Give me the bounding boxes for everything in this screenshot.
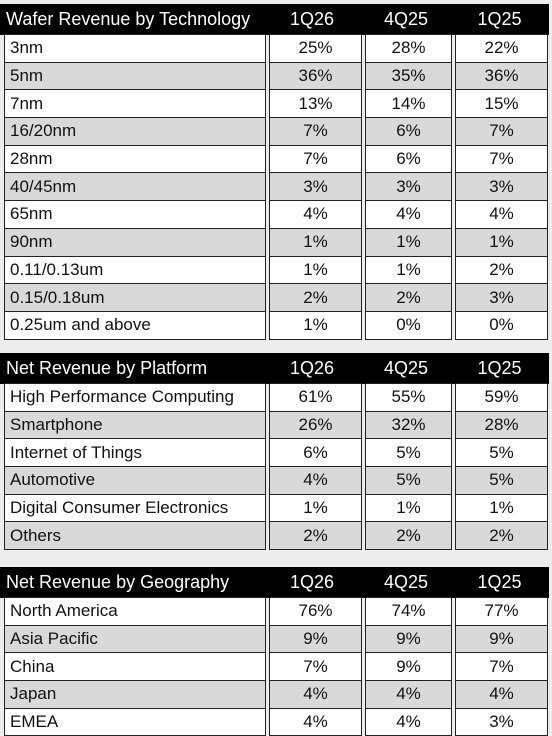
row-value: 3% (455, 283, 548, 312)
row-label: Japan (4, 680, 266, 709)
row-value: 4% (269, 708, 362, 736)
row-value: 4% (455, 680, 548, 709)
row-value: 1% (365, 256, 452, 285)
row-value: 2% (365, 521, 452, 550)
row-value: 3% (455, 172, 548, 201)
row-label: Automotive (4, 466, 266, 495)
platform-table (0, 353, 549, 550)
table-title: Net Revenue by Platform (6, 358, 208, 378)
row-value: 1% (455, 494, 548, 523)
row-value: 7% (455, 117, 548, 146)
row-value: 6% (365, 145, 452, 174)
row-value: 7% (455, 652, 548, 681)
geography-table (0, 567, 549, 736)
row-value: 4% (365, 708, 452, 736)
row-value: 77% (455, 597, 548, 626)
technology-table (0, 4, 549, 340)
table-title: Wafer Revenue by Technology (6, 9, 251, 29)
row-label: Internet of Things (4, 438, 266, 467)
column-header: 1Q25 (477, 9, 522, 29)
row-value: 13% (269, 89, 362, 118)
table-header (0, 567, 549, 598)
row-value: 4% (269, 200, 362, 229)
row-value: 7% (455, 145, 548, 174)
table-header (0, 4, 549, 35)
row-value: 36% (455, 62, 548, 91)
table-row (0, 467, 549, 495)
row-value: 4% (269, 680, 362, 709)
table-row (0, 681, 549, 709)
table-header (0, 353, 549, 384)
table-title: Net Revenue by Geography (6, 572, 230, 592)
table-row (0, 709, 549, 736)
row-value: 61% (269, 383, 362, 412)
row-label: 5nm (4, 62, 266, 91)
row-value: 5% (365, 438, 452, 467)
row-label: 65nm (4, 200, 266, 229)
column-header: 4Q25 (383, 9, 429, 29)
row-value: 14% (365, 89, 452, 118)
table-row (0, 257, 549, 285)
column-header: 1Q26 (289, 9, 335, 29)
row-label: 0.15/0.18um (4, 283, 266, 312)
row-label: EMEA (4, 708, 266, 736)
row-value: 4% (365, 680, 452, 709)
row-value: 2% (455, 521, 548, 550)
row-label: North America (4, 597, 266, 626)
row-value: 25% (269, 34, 362, 63)
row-label: Asia Pacific (4, 625, 266, 654)
row-value: 3% (455, 708, 548, 736)
row-value: 2% (269, 283, 362, 312)
table-row (0, 384, 549, 412)
row-value: 2% (269, 521, 362, 550)
row-value: 4% (269, 466, 362, 495)
row-value: 3% (269, 172, 362, 201)
table-row (0, 35, 549, 63)
row-value: 5% (455, 438, 548, 467)
row-label: 16/20nm (4, 117, 266, 146)
row-value: 35% (365, 62, 452, 91)
row-label: Others (4, 521, 266, 550)
row-value: 5% (455, 466, 548, 495)
table-row (0, 626, 549, 654)
row-value: 7% (269, 117, 362, 146)
table-row (0, 412, 549, 440)
row-value: 6% (269, 438, 362, 467)
table-row (0, 284, 549, 312)
row-value: 1% (269, 228, 362, 257)
row-value: 1% (269, 311, 362, 340)
row-label: 28nm (4, 145, 266, 174)
row-value: 0% (455, 311, 548, 340)
row-label: 90nm (4, 228, 266, 257)
table-row (0, 522, 549, 550)
row-label: Smartphone (4, 411, 266, 440)
table-row (0, 118, 549, 146)
row-value: 6% (365, 117, 452, 146)
table-row (0, 598, 549, 626)
row-value: 2% (455, 256, 548, 285)
row-value: 7% (269, 145, 362, 174)
table-row (0, 229, 549, 257)
row-value: 7% (269, 652, 362, 681)
row-value: 9% (455, 625, 548, 654)
row-value: 2% (365, 283, 452, 312)
column-header: 4Q25 (383, 358, 429, 378)
table-row (0, 146, 549, 174)
row-label: 0.25um and above (4, 311, 266, 340)
row-label: 40/45nm (4, 172, 266, 201)
table-row (0, 90, 549, 118)
row-value: 5% (365, 466, 452, 495)
row-label: China (4, 652, 266, 681)
row-value: 28% (365, 34, 452, 63)
row-label: 0.11/0.13um (4, 256, 266, 285)
column-header: 4Q25 (383, 572, 429, 592)
row-value: 74% (365, 597, 452, 626)
row-value: 1% (455, 228, 548, 257)
table-row (0, 312, 549, 340)
row-value: 1% (269, 256, 362, 285)
row-value: 15% (455, 89, 548, 118)
column-header: 1Q25 (477, 358, 522, 378)
column-header: 1Q25 (477, 572, 522, 592)
table-row (0, 653, 549, 681)
row-value: 26% (269, 411, 362, 440)
column-header: 1Q26 (289, 358, 335, 378)
row-label: Digital Consumer Electronics (4, 494, 266, 523)
row-value: 76% (269, 597, 362, 626)
row-value: 9% (269, 625, 362, 654)
row-value: 1% (365, 228, 452, 257)
row-value: 32% (365, 411, 452, 440)
row-value: 3% (365, 172, 452, 201)
row-label: High Performance Computing (4, 383, 266, 412)
table-row (0, 439, 549, 467)
row-label: 3nm (4, 34, 266, 63)
row-value: 9% (365, 652, 452, 681)
row-value: 1% (269, 494, 362, 523)
row-value: 28% (455, 411, 548, 440)
table-row (0, 173, 549, 201)
row-value: 59% (455, 383, 548, 412)
row-value: 0% (365, 311, 452, 340)
row-value: 4% (455, 200, 548, 229)
row-value: 22% (455, 34, 548, 63)
row-value: 55% (365, 383, 452, 412)
row-value: 4% (365, 200, 452, 229)
row-value: 36% (269, 62, 362, 91)
table-row (0, 495, 549, 523)
column-header: 1Q26 (289, 572, 335, 592)
row-value: 1% (365, 494, 452, 523)
table-row (0, 63, 549, 91)
row-label: 7nm (4, 89, 266, 118)
row-value: 9% (365, 625, 452, 654)
table-row (0, 201, 549, 229)
